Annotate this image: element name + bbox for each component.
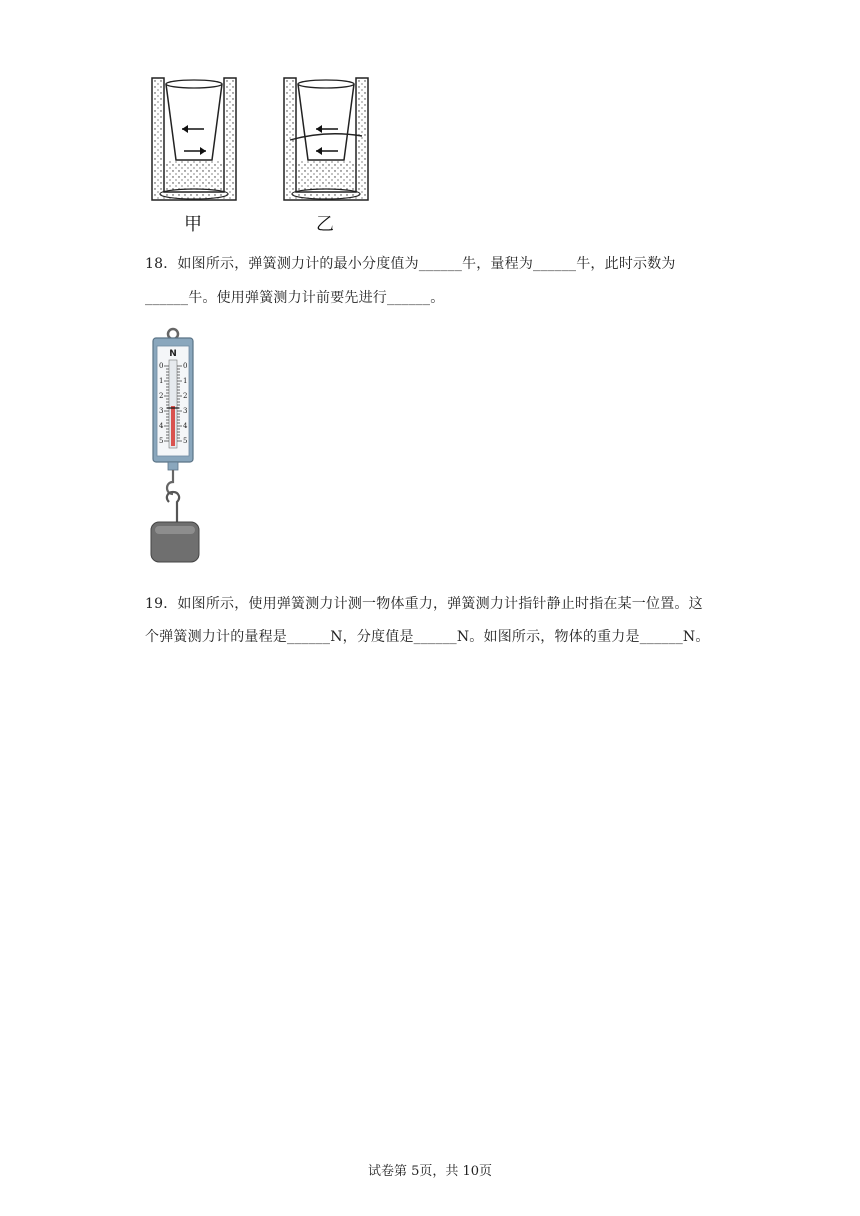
- container-yi: [284, 78, 368, 200]
- question-18-line-2: ______牛。使用弹簧测力计前要先进行______。: [145, 290, 445, 306]
- figure-label-jia: 甲: [184, 214, 202, 235]
- tick-label-left-0: 0: [159, 362, 164, 370]
- scale-unit-label: N: [169, 349, 177, 359]
- tick-label-left-1: 1: [159, 377, 164, 385]
- figure-containers: [148, 74, 384, 236]
- container-jia: [152, 78, 236, 200]
- question-18-line-1: 18．如图所示，弹簧测力计的最小分度值为______牛，量程为______牛，此时示数为: [145, 256, 676, 272]
- tick-label-right-5: 5: [183, 437, 188, 445]
- question-19-line-2: 个弹簧测力计的量程是______N，分度值是______N。如图所示，物体的重力是______N。: [145, 629, 710, 645]
- figure-label-yi: 乙: [316, 214, 334, 235]
- tick-label-left-5: 5: [159, 437, 164, 445]
- tick-label-right-4: 4: [183, 422, 188, 430]
- page-footer: 试卷第 5页，共 10页: [367, 1164, 493, 1179]
- spring-scale-diagram: [145, 326, 205, 568]
- question-19-line-1: 19．如图所示，使用弹簧测力计测一物体重力，弹簧测力计指针静止时指在某一位置。这: [145, 596, 703, 612]
- tick-label-left-3: 3: [159, 407, 164, 415]
- container-diagram: [148, 74, 384, 204]
- tick-label-right-1: 1: [183, 377, 188, 385]
- tick-label-right-2: 2: [183, 392, 188, 400]
- tick-label-left-2: 2: [159, 392, 164, 400]
- tick-label-right-3: 3: [183, 407, 188, 415]
- spring-scale-figure: [145, 326, 205, 568]
- tick-label-right-0: 0: [183, 362, 188, 370]
- tick-label-left-4: 4: [159, 422, 164, 430]
